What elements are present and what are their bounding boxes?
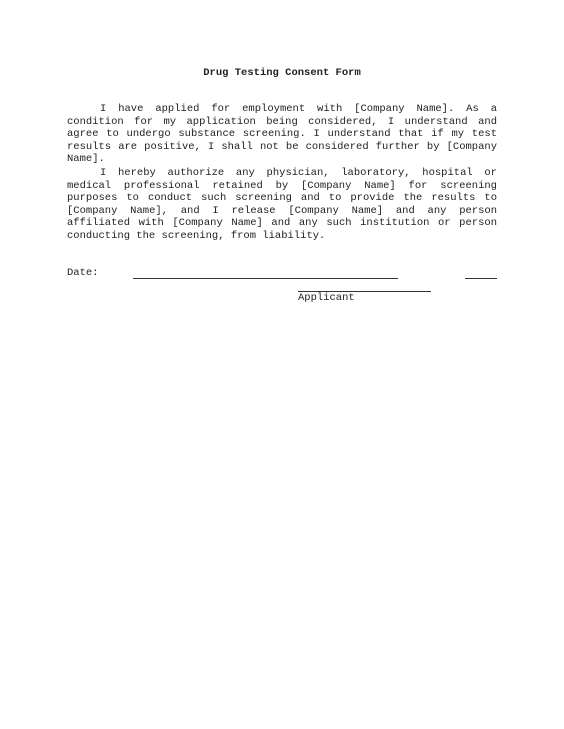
date-signature-line — [133, 278, 398, 279]
paragraph-consent: I have applied for employment with [Company Name]. As a condition for my application being considered, I understand and agree to undergo substance screening. I understand that if my test results are positive, I shall not be considered further by [Company Name]. — [67, 103, 497, 166]
paragraph-authorization: I hereby authorize any physician, laboratory, hospital or medical professional retained by [Company Name] for screening purposes to conduct such screening and to provide the results to [Company Name], and I release [Company Name] and any person affiliated with [Company Name] and any such institution or person conducting the screening, from liability. — [67, 167, 497, 242]
short-blank-line — [465, 278, 497, 279]
applicant-label: Applicant — [298, 292, 355, 304]
date-label: Date: — [67, 267, 99, 279]
form-title: Drug Testing Consent Form — [203, 67, 361, 79]
